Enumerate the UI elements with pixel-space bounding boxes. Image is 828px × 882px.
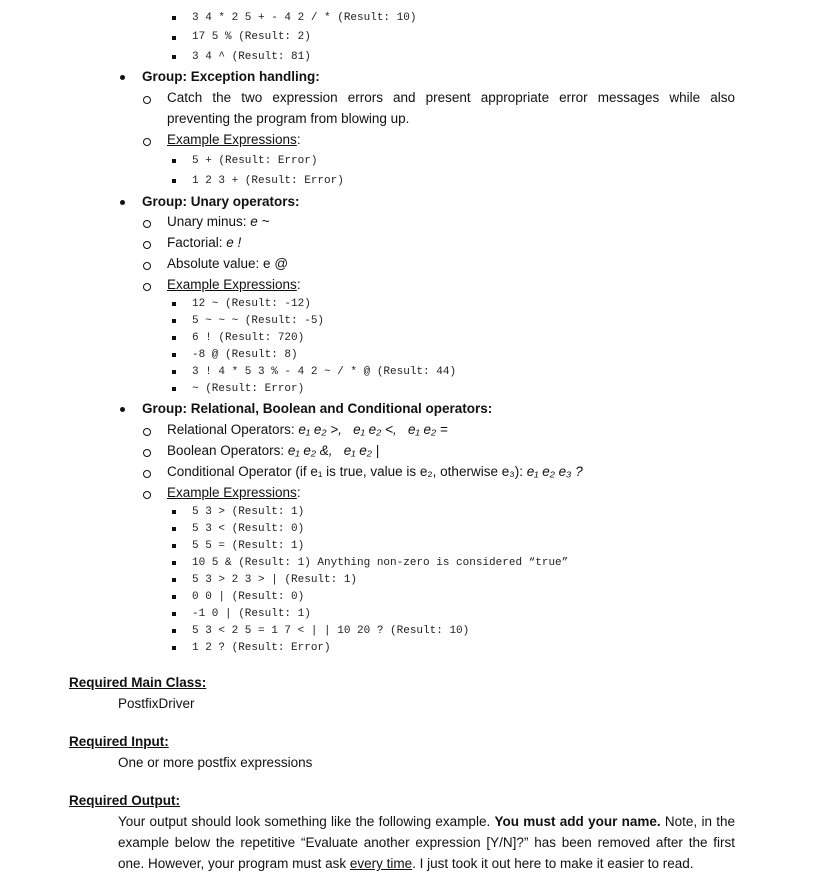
square-bullet-icon — [172, 319, 176, 323]
examples-label: Example Expressions: — [167, 132, 301, 147]
circle-bullet-icon — [143, 449, 151, 457]
square-bullet-icon — [172, 302, 176, 306]
disc-bullet-icon — [120, 407, 125, 412]
group-heading-exception: Group: Exception handling: — [142, 69, 320, 84]
example-expression: -8 @ (Result: 8) — [192, 349, 298, 361]
example-expression: 5 3 > 2 3 > | (Result: 1) — [192, 574, 358, 586]
exception-description-cont: preventing the program from blowing up. — [167, 111, 410, 126]
boolean-operators-item: Boolean Operators: e₁ e₂ &, e₁ e₂ | — [167, 443, 380, 458]
circle-bullet-icon — [143, 96, 151, 104]
example-expression: 0 0 | (Result: 0) — [192, 591, 305, 603]
square-bullet-icon — [172, 527, 176, 531]
factorial-item: Factorial: e ! — [167, 235, 242, 250]
exception-description: Catch the two expression errors and present appropriate error messages while also — [167, 90, 735, 105]
square-bullet-icon — [172, 336, 176, 340]
circle-bullet-icon — [143, 428, 151, 436]
examples-label: Example Expressions: — [167, 485, 301, 500]
circle-bullet-icon — [143, 470, 151, 478]
circle-bullet-icon — [143, 262, 151, 270]
circle-bullet-icon — [143, 220, 151, 228]
square-bullet-icon — [172, 646, 176, 650]
example-expression: 12 ~ (Result: -12) — [192, 298, 311, 310]
unary-minus-item: Unary minus: e ~ — [167, 214, 270, 229]
group-heading-relational: Group: Relational, Boolean and Conditional operators: — [142, 401, 493, 416]
example-expression: 5 ~ ~ ~ (Result: -5) — [192, 315, 325, 327]
square-bullet-icon — [172, 16, 176, 20]
output-paragraph-line3: one. However, your program must ask every time. I just took it out here to make it easier to read. — [118, 856, 694, 871]
example-expression: -1 0 | (Result: 1) — [192, 608, 311, 620]
output-paragraph-line2: example below the repetitive “Evaluate another expression [Y/N]?” has been removed after the first — [118, 835, 735, 850]
square-bullet-icon — [172, 595, 176, 599]
main-class-value: PostfixDriver — [118, 696, 195, 711]
circle-bullet-icon — [143, 491, 151, 499]
example-expression: 5 + (Result: Error) — [192, 155, 318, 167]
disc-bullet-icon — [120, 200, 125, 205]
square-bullet-icon — [172, 370, 176, 374]
conditional-operator-item: Conditional Operator (if e₁ is true, value is e₂, otherwise e₃): e₁ e₂ e₃ ? — [167, 464, 583, 479]
example-expression: 5 3 < (Result: 0) — [192, 523, 305, 535]
section-heading-input: Required Input: — [69, 734, 169, 749]
example-expression: 3 4 ^ (Result: 81) — [192, 51, 311, 63]
example-expression: 1 2 ? (Result: Error) — [192, 642, 331, 654]
example-expression: 10 5 & (Result: 1) Anything non-zero is considered “true” — [192, 557, 569, 569]
section-heading-main-class: Required Main Class: — [69, 675, 207, 690]
output-paragraph-line1: Your output should look something like the following example. You must add your name. Note, in the — [118, 814, 736, 829]
absolute-value-item: Absolute value: e @ — [167, 256, 289, 271]
input-value: One or more postfix expressions — [118, 755, 313, 770]
example-expression: ~ (Result: Error) — [192, 383, 305, 395]
square-bullet-icon — [172, 387, 176, 391]
square-bullet-icon — [172, 55, 176, 59]
square-bullet-icon — [172, 179, 176, 183]
circle-bullet-icon — [143, 138, 151, 146]
example-expression: 17 5 % (Result: 2) — [192, 31, 311, 43]
examples-label: Example Expressions: — [167, 277, 301, 292]
square-bullet-icon — [172, 510, 176, 514]
relational-operators-item: Relational Operators: e₁ e₂ >, e₁ e₂ <, e₁ e₂ = — [167, 422, 448, 437]
group-heading-unary: Group: Unary operators: — [142, 194, 300, 209]
square-bullet-icon — [172, 544, 176, 548]
circle-bullet-icon — [143, 283, 151, 291]
example-expression: 1 2 3 + (Result: Error) — [192, 175, 344, 187]
example-expression: 3 ! 4 * 5 3 % - 4 2 ~ / * @ (Result: 44) — [192, 366, 457, 378]
example-expression: 6 ! (Result: 720) — [192, 332, 305, 344]
example-expression: 5 3 > (Result: 1) — [192, 506, 305, 518]
square-bullet-icon — [172, 36, 176, 40]
square-bullet-icon — [172, 612, 176, 616]
disc-bullet-icon — [120, 75, 125, 80]
example-expression: 5 5 = (Result: 1) — [192, 540, 305, 552]
example-expression: 3 4 * 2 5 + - 4 2 / * (Result: 10) — [192, 12, 417, 24]
example-expression: 5 3 < 2 5 = 1 7 < | | 10 20 ? (Result: 10) — [192, 625, 470, 637]
square-bullet-icon — [172, 353, 176, 357]
section-heading-output: Required Output: — [69, 793, 180, 808]
square-bullet-icon — [172, 578, 176, 582]
circle-bullet-icon — [143, 241, 151, 249]
square-bullet-icon — [172, 629, 176, 633]
square-bullet-icon — [172, 159, 176, 163]
square-bullet-icon — [172, 561, 176, 565]
